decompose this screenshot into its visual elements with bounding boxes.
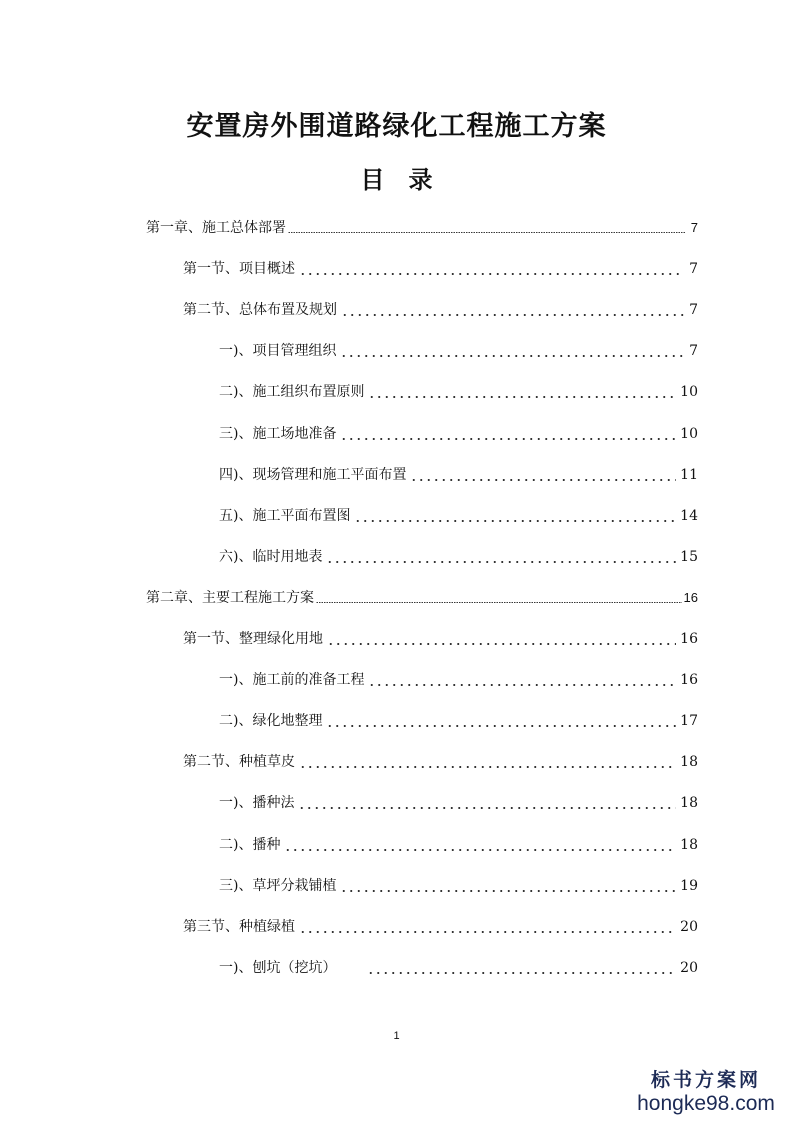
toc-entry-label: 第二章、主要工程施工方案 <box>146 590 314 606</box>
toc-entry-page: 20 <box>680 960 698 976</box>
toc-heading: 目 录 <box>360 165 433 194</box>
toc-entry-label: 一)、播种法 <box>219 795 295 811</box>
toc-subsection-entry[interactable] <box>219 421 698 443</box>
toc-dot-leader <box>354 520 676 522</box>
toc-dot-leader <box>327 643 676 645</box>
toc-dot-leader <box>340 355 684 357</box>
toc-subsection-entry[interactable] <box>219 379 698 401</box>
toc-entry-page: 17 <box>680 713 698 729</box>
toc-dot-leader <box>340 890 676 892</box>
toc-dot-leader <box>341 314 684 316</box>
toc-entry-page: 7 <box>689 302 698 318</box>
toc-entry-label: 三)、草坪分栽铺植 <box>219 878 337 894</box>
toc-section-entry[interactable] <box>183 297 698 319</box>
toc-entry-label: 六)、临时用地表 <box>219 549 323 565</box>
toc-entry-label: 一)、项目管理组织 <box>219 343 337 359</box>
toc-entry-page: 20 <box>680 919 698 935</box>
toc-entry-label: 第二节、总体布置及规划 <box>183 302 337 318</box>
toc-entry-page: 10 <box>680 426 698 442</box>
toc-dot-leader <box>340 438 676 440</box>
toc-dot-leader <box>299 766 676 768</box>
toc-entry-page: 16 <box>680 672 698 688</box>
watermark-brand: 标书方案网 <box>650 1069 761 1091</box>
toc-section-entry[interactable] <box>183 749 698 771</box>
toc-section-entry[interactable] <box>183 256 698 278</box>
toc-entry-label: 第一节、项目概述 <box>183 261 295 277</box>
toc-subsection-entry[interactable] <box>219 544 698 566</box>
toc-dot-leader <box>299 931 676 933</box>
toc-entry-page: 11 <box>680 467 698 483</box>
toc-entry-page: 19 <box>680 878 698 894</box>
toc-entry-label: 二)、施工组织布置原则 <box>219 384 365 400</box>
toc-section-entry[interactable] <box>183 626 698 648</box>
toc-subsection-entry[interactable] <box>219 462 698 484</box>
toc-entry-page: 18 <box>680 837 698 853</box>
toc-entry-page: 10 <box>680 384 698 400</box>
toc-entry-page: 7 <box>690 220 698 235</box>
toc-entry-label: 第三节、种植绿植 <box>183 919 295 935</box>
toc-entry-page: 18 <box>680 754 698 770</box>
toc-dot-leader <box>368 396 676 398</box>
toc-entry-label: 四)、现场管理和施工平面布置 <box>219 467 407 483</box>
toc-subsection-entry[interactable] <box>219 708 698 730</box>
toc-entry-page: 16 <box>680 631 698 647</box>
toc-entry-page: 7 <box>689 343 698 359</box>
toc-dot-leader <box>367 972 676 974</box>
toc-entry-label: 第二节、种植草皮 <box>183 754 295 770</box>
page-number: 1 <box>393 1030 400 1042</box>
toc-dot-leader <box>299 273 684 275</box>
toc-entry-label: 三)、施工场地准备 <box>219 426 337 442</box>
toc-entry-page: 7 <box>689 261 698 277</box>
toc-dot-leader <box>298 807 676 809</box>
toc-entry-label: 一)、施工前的准备工程 <box>219 672 365 688</box>
toc-subsection-entry[interactable] <box>219 667 698 689</box>
toc-section-entry[interactable] <box>183 914 698 936</box>
toc-dot-leader <box>288 232 686 233</box>
toc-subsection-entry[interactable] <box>219 503 698 525</box>
toc-subsection-entry[interactable] <box>219 873 698 895</box>
watermark-logo <box>631 1068 781 1116</box>
toc-entry-label: 第一章、施工总体部署 <box>146 220 286 236</box>
toc-entry-label: 二)、播种 <box>219 837 281 853</box>
watermark-url: hongke98.com <box>637 1092 775 1115</box>
toc-dot-leader <box>284 849 676 851</box>
toc-entry-page: 15 <box>680 549 698 565</box>
toc-dot-leader <box>410 479 676 481</box>
toc-entry-page: 16 <box>683 590 698 605</box>
toc-entry-label: 五)、施工平面布置图 <box>219 508 351 524</box>
toc-entry-label: 第一节、整理绿化用地 <box>183 631 323 647</box>
toc-dot-leader <box>368 684 676 686</box>
toc-subsection-entry[interactable] <box>219 832 698 854</box>
toc-subsection-entry[interactable] <box>219 955 698 977</box>
toc-entry-page: 14 <box>680 508 698 524</box>
toc-entry-page: 18 <box>680 795 698 811</box>
toc-subsection-entry[interactable] <box>219 338 698 360</box>
toc-entry-label: 一)、刨坑（挖坑） <box>219 960 364 976</box>
toc-subsection-entry[interactable] <box>219 790 698 812</box>
toc-dot-leader <box>326 561 676 563</box>
toc-dot-leader <box>326 725 676 727</box>
toc-dot-leader <box>316 602 682 603</box>
toc-chapter-entry[interactable] <box>146 585 698 607</box>
document-title: 安置房外围道路绿化工程施工方案 <box>186 111 607 142</box>
toc-entry-label: 二)、绿化地整理 <box>219 713 323 729</box>
toc-chapter-entry[interactable] <box>146 215 698 237</box>
